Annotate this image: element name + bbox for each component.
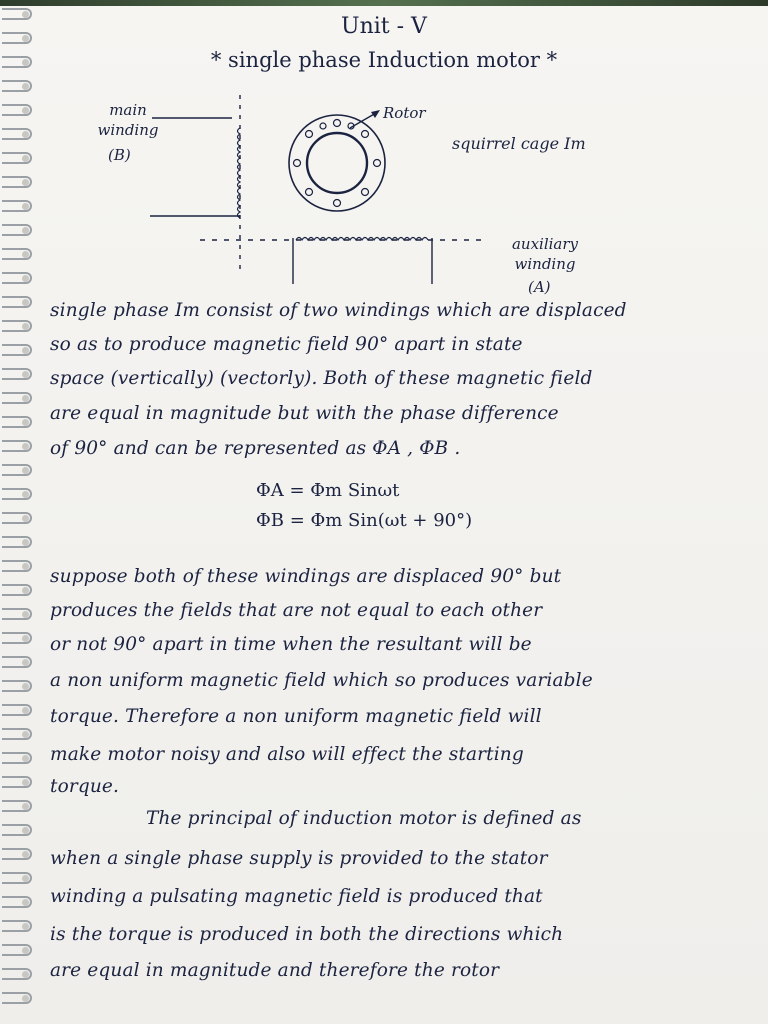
rotor-label: Rotor [383,104,426,122]
binding-hole [22,827,29,834]
paragraph-3-line-4: is the torque is produced in both the directions which [50,924,564,945]
main-winding-tag: (B) [108,146,131,164]
main-winding-coil [238,128,241,218]
binding-hole [22,659,29,666]
auxiliary-winding-label: auxiliary winding [511,235,579,273]
paragraph-2-line-3: or not 90° apart in time when the resultant will be [50,634,532,655]
paragraph-1-line-3: space (vertically) (vectorly). Both of these magnetic field [50,368,593,389]
binding-hole [22,419,29,426]
binding-hole [22,995,29,1002]
paragraph-1-line-1: single phase Im consist of two windings which are displaced [50,300,627,321]
paragraph-1-line-4: are equal in magnitude but with the phase difference [50,403,559,424]
binding-hole [22,539,29,546]
rotor-arrow [350,113,376,128]
binding-hole [22,731,29,738]
binding-hole [22,323,29,330]
binding-hole [22,923,29,930]
paragraph-3-line-2: when a single phase supply is provided to the stator [50,848,548,869]
paragraph-2-line-5: torque. Therefore a non uniform magnetic field will [50,706,542,727]
binding-hole [22,947,29,954]
binding-hole [22,515,29,522]
binding-hole [22,587,29,594]
auxiliary-winding-tag: (A) [528,278,551,296]
paragraph-3-line-1: The principal of induction motor is defined as [146,808,582,829]
binding-hole [22,875,29,882]
equation-phi-a: ΦA = Φm Sinωt [256,480,400,501]
paragraph-2-line-6: make motor noisy and also will effect the starting [50,744,524,765]
rotor-arrowhead [371,110,380,118]
paragraph-1-line-5: of 90° and can be represented as ΦA , ΦB . [50,438,461,459]
paragraph-1-line-2: so as to produce magnetic field 90° apart in state [50,334,523,355]
unit-heading: Unit - V [341,14,427,39]
squirrel-cage-label: squirrel cage Im [452,134,586,153]
binding-hole [22,467,29,474]
binding-hole [22,563,29,570]
paragraph-2-line-2: produces the fields that are not equal to each other [50,600,543,621]
main-winding-label: main winding [97,101,159,139]
rotor-outer [289,115,385,211]
paragraph-2-line-4: a non uniform magnetic field which so produces variable [50,670,593,691]
rotor-inner [307,133,367,193]
binding-hole [22,443,29,450]
binding-hole [22,755,29,762]
binding-hole [22,971,29,978]
page-title: * single phase Induction motor * [210,48,558,72]
paragraph-2-line-1: suppose both of these windings are displaced 90° but [50,566,562,587]
paragraph-2-line-7: torque. [50,776,120,797]
binding-hole [22,707,29,714]
binding-hole [22,683,29,690]
binding-hole [22,299,29,306]
paragraph-3-line-5: are equal in magnitude and therefore the rotor [50,960,500,981]
binding-hole [22,611,29,618]
equation-phi-b: ΦB = Φm Sin(ωt + 90°) [256,510,473,531]
binding-hole [22,779,29,786]
binding-hole [22,803,29,810]
binding-hole [22,395,29,402]
binding-hole [22,635,29,642]
binding-hole [22,899,29,906]
paragraph-3-line-3: winding a pulsating magnetic field is produced that [50,886,543,907]
binding-hole [22,371,29,378]
binding-hole [22,851,29,858]
binding-hole [22,347,29,354]
binding-hole [22,491,29,498]
